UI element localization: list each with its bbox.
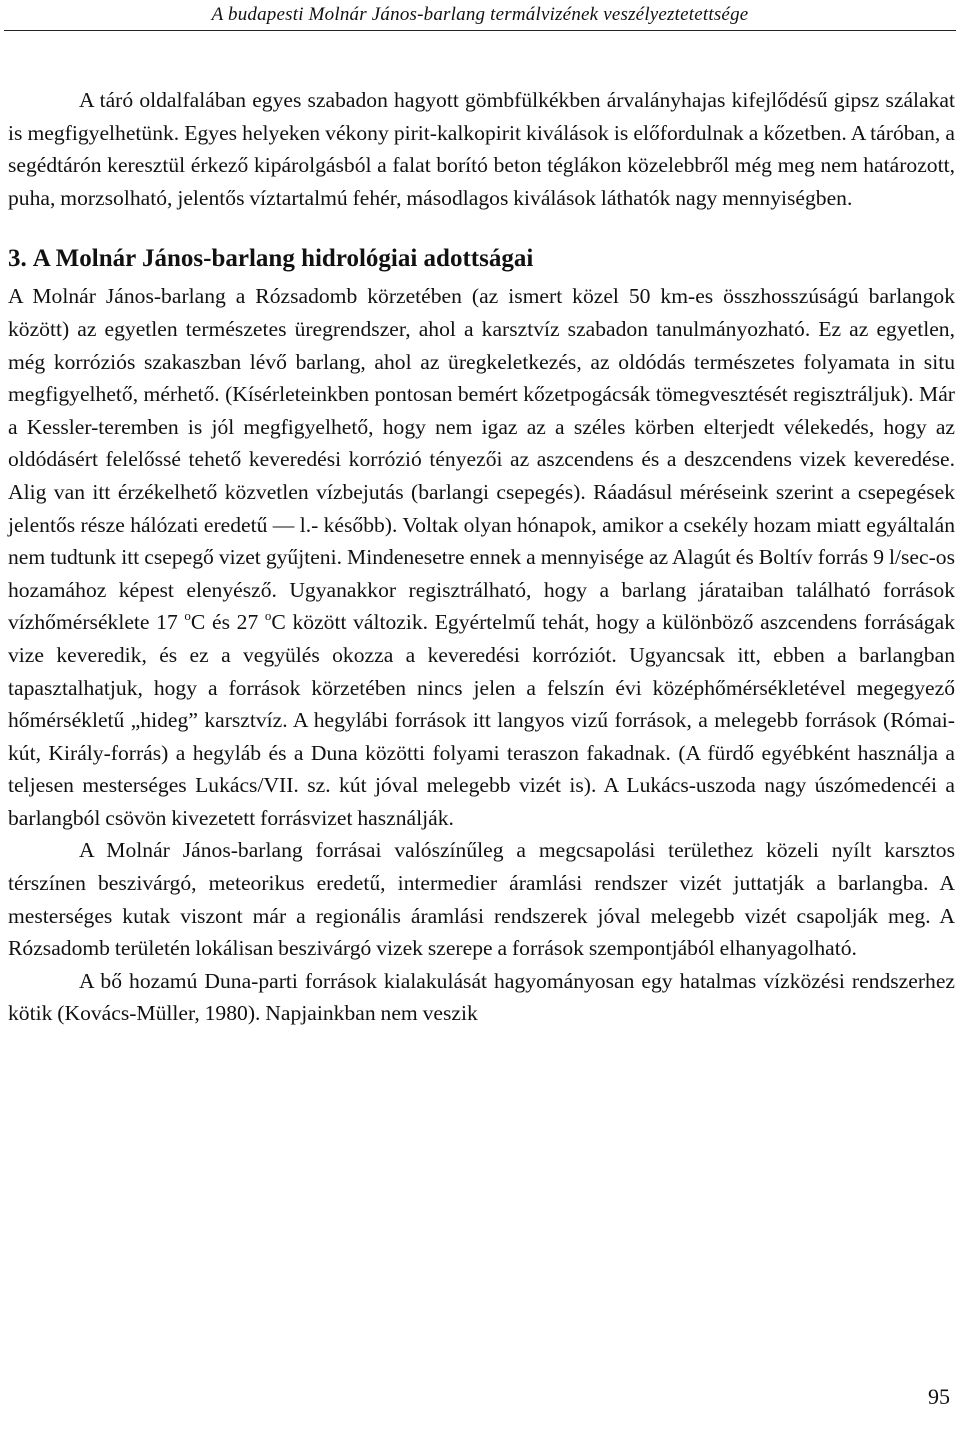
paragraph-danube-springs: A bő hozamú Duna-parti források kialakulását hagyományosan egy hatalmas vízközési rendszerhez kötik (Kovács-Müller, 1980). Napjainkban nem veszik <box>8 968 955 1026</box>
page-header <box>0 0 960 31</box>
degree-superscript: o <box>264 608 272 624</box>
paragraph-gypsum-deposits: A táró oldalfalában egyes szabadon hagyott gömbfülkékben árvalányhajas kifejlődésű gipsz szálakat is megfigyelhetünk. Egyes helyeken vékony pirit-kalkopirit kiválások is előfordulnak a kőzetben. A táróban, a segédtárón keresztül érkező kipárolgásból a falat borító beton téglákon közelebbről még meg nem határozott, puha, morzsolható, jelentős víztartalmú fehér, másodlagos kiválások láthatók nagy mennyiségben. <box>8 88 955 210</box>
paragraph-hydrology-text-3: C között változik. Egyértelmű tehát, hogy a különböző aszcendens forráságak vize keveredik, és ez a vegyülés okozza a keveredési korróziót. Ugyancsak itt, ebben a barlangban tapasztalhatjuk, hogy a források körzetében nincs jelen a felszín évi középhőmérsékletével megegyező hőmérsékletű „hideg” karsztvíz. A hegylábi források itt langyos vizű források, a melegebb források (Római-kút, Király-forrás) a hegyláb és a Duna közötti folyami teraszon fakadnak. (A fürdő egyébként használja a teljesen mesterséges Lukács/VII. sz. kút jóval melegebb vizét is). A Lukács-uszoda nagy úszómedencéi a barlangból csövön kivezetett forrásvizet használják. <box>8 610 955 830</box>
running-title: A budapesti Molnár János-barlang termálvizének veszélyeztetettsége <box>211 4 749 25</box>
paragraph-hydrology <box>8 280 955 834</box>
paragraph-spring-origin: A Molnár János-barlang forrásai valószínűleg a megcsapolási területhez közeli nyílt karsztos térszínen beszivárgó, meteorikus eredetű, intermedier áramlási rendszer vizét juttatják a barlangba. A mesterséges kutak viszont már a regionális áramlási rendszerek jóval melegebb vizét csapolják meg. A Rózsadomb területén lokálisan beszivárgó vizek szerepe a források szempontjából elhanyagolható. <box>8 838 955 961</box>
section-heading <box>8 244 955 274</box>
degree-superscript: o <box>184 608 191 624</box>
page-body <box>8 84 955 1030</box>
paragraph-hydrology-text-2: C és 27 <box>190 610 265 635</box>
section-number: 3. <box>8 245 27 273</box>
page-number: 95 <box>928 1384 950 1409</box>
header-rule <box>4 30 956 31</box>
section-title: A Molnár János-barlang hidrológiai adottságai <box>32 245 534 273</box>
paragraph-hydrology-text-1: A Molnár János-barlang a Rózsadomb körzetében (az ismert közel 50 km-es összhosszúságú barlangok között) az egyetlen természetes üregrendszer, ahol a karsztvíz szabadon tanulmányozható. Ez az egyetlen, még korróziós szakaszban lévő barlang, ahol az üregkeletkezés, az oldódás természetes folyamata in situ megfigyelhető, mérhető. (Kísérleteinkben pontosan bemért kőzetpogácsák tömegvesztését regisztráljuk). Már a Kessler-teremben is jól megfigyelhető, hogy nem igaz az a széles körben elterjedt vélekedés, hogy az oldódásért felelőssé tehető keveredési korrózió tényezői az aszcendens és a deszcendens vizek keveredése. Alig van itt érzékelhető közvetlen vízbejutás (barlangi csepegés). Ráadásul méréseink szerint a csepegések jelentős része hálózati eredetű — l.- később). Voltak olyan hónapok, amikor a csekély hozam miatt egyáltalán nem tudtunk itt csepegő vizet gyűjteni. Mindenesetre ennek a mennyisége az Alagút és Boltív forrás 9 l/sec-os hozamához képest elenyésző. Ugyanakkor regisztrálható, hogy a barlang járataiban található források vízhőmérséklete 17 <box>8 284 955 635</box>
